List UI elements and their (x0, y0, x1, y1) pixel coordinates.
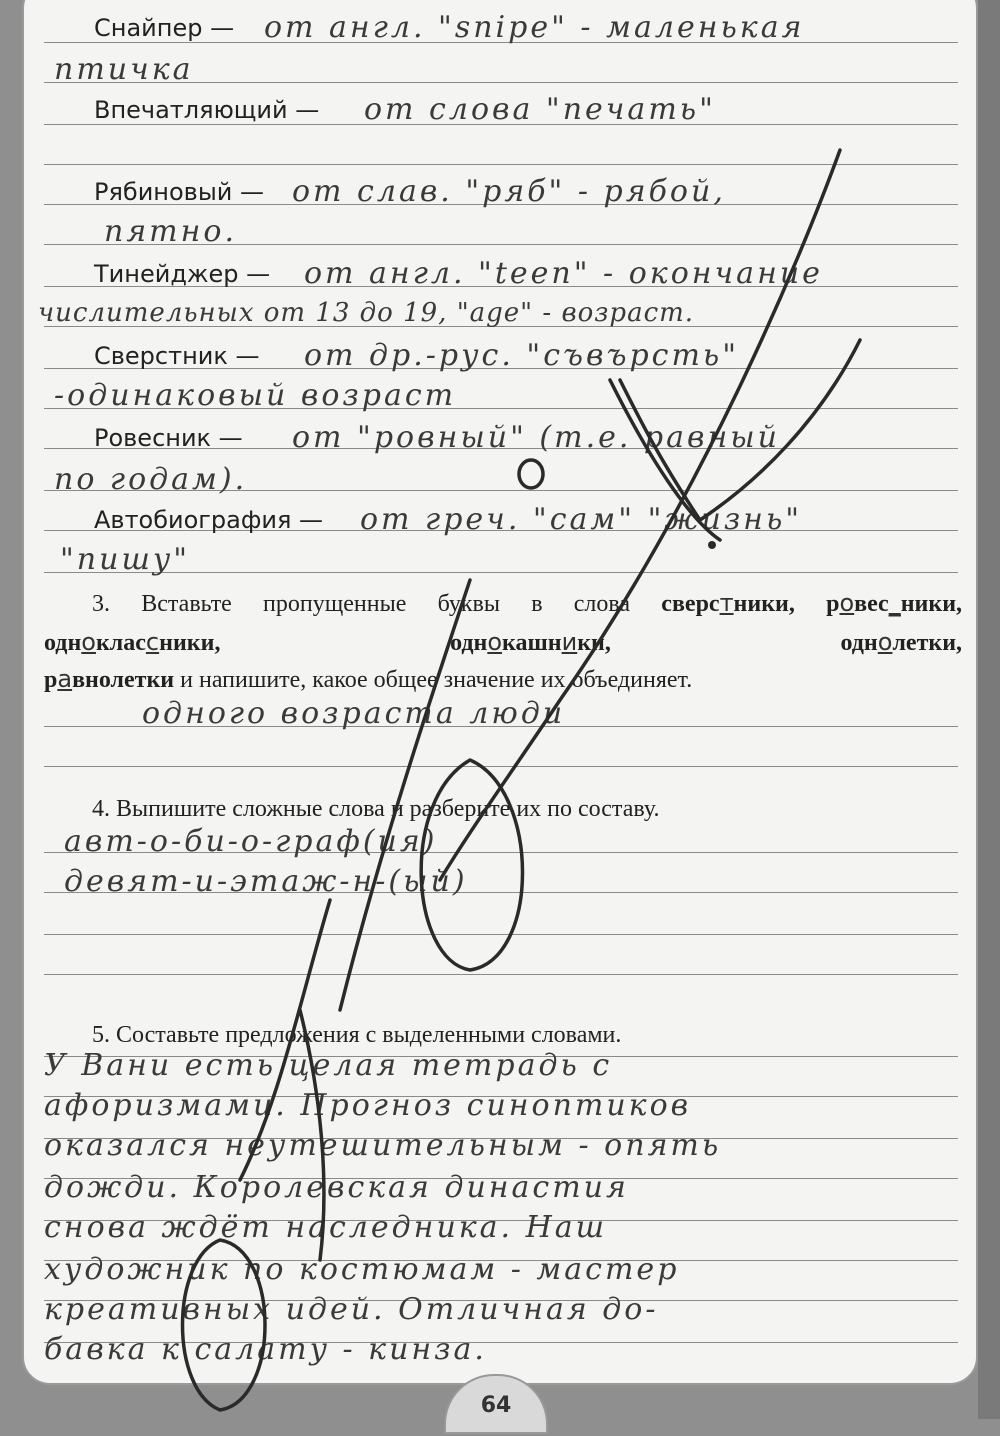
page-edge (978, 0, 1000, 1419)
word-label: Впечатляющий — (94, 96, 320, 124)
task3-word-4: однокашники, (450, 628, 611, 656)
task-number: 3. (92, 591, 110, 617)
task3-answer: одного возраста люди (142, 696, 566, 731)
task5-answer-line: дожди. Королевская династия (44, 1170, 629, 1205)
handwritten-answer: от слова "печать" (364, 92, 716, 127)
task4-answer-2: девят-и-этаж-н-(ый) (64, 864, 468, 899)
task-number: 5. (92, 1022, 110, 1048)
task5-answer-line: У Вани есть целая тетрадь с (44, 1048, 613, 1083)
task5-answer-line: афоризмами. Прогноз синоптиков (44, 1088, 692, 1123)
task-4-instructions (92, 790, 978, 828)
task-3-instructions-end (44, 660, 962, 699)
handwritten-answer: от "ровный" (т.е. равный (292, 420, 781, 455)
handwritten-answer: от слав. "ряб" - рябой, (292, 174, 726, 209)
task3-word-1: сверстники, (661, 589, 795, 617)
word-label: Снайпер — (94, 14, 235, 42)
handwritten-answer: пятно. (104, 214, 237, 249)
handwritten-answer: от англ. "snipe" - маленькая (264, 10, 805, 45)
task5-answer-line: бавка к салату - кинза. (44, 1332, 487, 1367)
handwritten-answer: от греч. "сам" "жизнь" (360, 502, 803, 537)
word-label: Ровесник — (94, 424, 243, 452)
task3-word-5: однолетки, (840, 628, 963, 656)
task5-answer-line: снова ждёт наследника. Наш (44, 1210, 608, 1245)
handwritten-answer: птичка (54, 52, 194, 87)
handwritten-answer: от англ. "teen" - окончание (304, 256, 823, 291)
task-text: Составьте предложения с выделенными словами. (116, 1022, 622, 1048)
handwritten-answer: от др.-рус. "съвърсть" (304, 338, 740, 373)
handwritten-answer: числительных от 13 до 19, "age" - возраст. (38, 298, 695, 328)
handwritten-answer: -одинаковый возраст (54, 378, 457, 413)
task-text: Выпишите сложные слова и разберите их по составу. (116, 796, 660, 822)
task-text: Вставьте пропущенные буквы в слова (141, 591, 631, 617)
task3-word-6: равнолетки (44, 665, 175, 693)
task5-answer-line: креативных идей. Отличная до- (44, 1292, 659, 1327)
word-label: Сверстник — (94, 342, 260, 370)
task3-word-3: одноклассники, (44, 628, 221, 656)
task3-word-2: ровес_ники, (826, 589, 963, 617)
word-label: Рябиновый — (94, 178, 265, 206)
word-label: Автобиография — (94, 506, 324, 534)
task-3-instructions (44, 584, 962, 662)
word-label: Тинейджер — (94, 260, 271, 288)
page-number: 64 (480, 1393, 512, 1418)
task-text: и напишите, какое общее значение их объединяет. (180, 667, 693, 693)
handwritten-answer: "пишу" (60, 542, 191, 577)
task5-answer-line: оказался неутешительным - опять (44, 1128, 722, 1163)
task-number: 4. (92, 796, 110, 822)
workbook-page (22, 0, 978, 1385)
task5-answer-line: художник по костюмам - мастер (44, 1252, 680, 1287)
handwritten-answer: по годам). (54, 462, 248, 497)
task4-answer-1: авт-о-би-о-граф(ия) (64, 824, 438, 859)
